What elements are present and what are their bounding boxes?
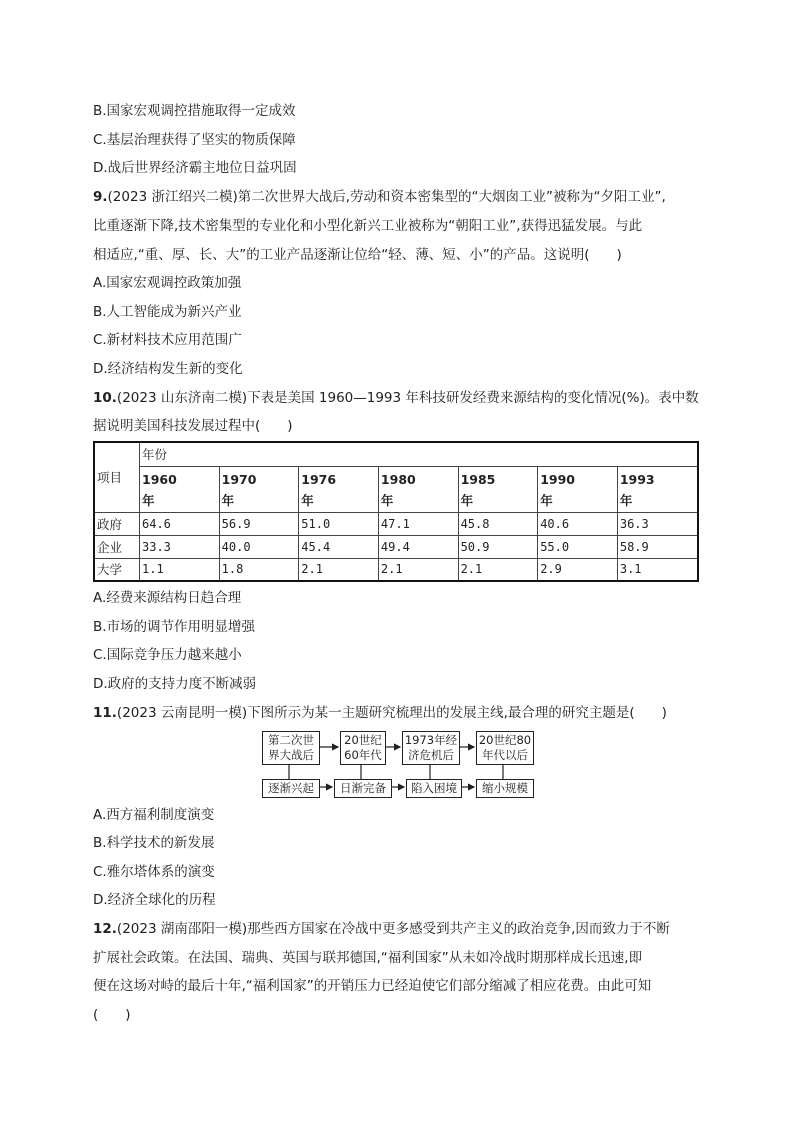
table-cell: 2.1 [299, 558, 379, 581]
year-cell: 1993 年 [617, 466, 698, 512]
question-text: 那些西方国家在冷战中更多感受到共产主义的政治竞争,因而致力于不断 [247, 921, 670, 937]
development-flow-diagram [260, 730, 540, 800]
q9-option-a: A.国家宏观调控政策加强 [93, 275, 242, 291]
q12-stem-line-1 [93, 919, 670, 939]
q10-option-a: A.经费来源结构日趋合理 [93, 590, 242, 606]
year-cell: 1990 年 [538, 466, 618, 512]
flow-state-box: 缩小规模 [476, 779, 534, 798]
q9-stem-line-3: 相适应,“重、厚、长、大”的工业产品逐渐让位给“轻、薄、短、小”的产品。这说明( ) [93, 247, 622, 263]
table-cell: 45.4 [299, 535, 379, 558]
q9-option-b: B.人工智能成为新兴产业 [93, 304, 242, 320]
question-source: (2023 云南昆明一模) [116, 705, 248, 721]
question-text: 下图所示为某一主题研究梳理出的发展主线,最合理的研究主题是( ) [247, 705, 667, 721]
flow-stage-box: 20世纪80 年代以后 [476, 731, 534, 765]
q11-stem-line-1 [93, 703, 667, 723]
table-cell: 2.9 [538, 558, 618, 581]
table-cell: 3.1 [617, 558, 698, 581]
table-cell: 2.1 [378, 558, 458, 581]
table-cell: 40.6 [538, 512, 618, 535]
table-year-header: 年份 [140, 442, 699, 466]
year-cell: 1960 年 [140, 466, 220, 512]
year-cell: 1970 年 [219, 466, 299, 512]
q11-option-c: C.雅尔塔体系的演变 [93, 864, 215, 880]
question-source: (2023 山东济南二模) [116, 390, 248, 406]
table-cell: 49.4 [378, 535, 458, 558]
row-label: 企业 [94, 535, 140, 558]
question-text: 下表是美国 1960—1993 年科技研发经费来源结构的变化情况(%)。表中数 [247, 390, 699, 406]
flow-state-box: 逐渐兴起 [262, 779, 320, 798]
table-cell: 36.3 [617, 512, 698, 535]
row-label: 大学 [94, 558, 140, 581]
question-source: (2023 湖南邵阳一模) [116, 921, 248, 937]
q8-option-d: D.战后世界经济霸主地位日益巩固 [93, 160, 297, 176]
q11-option-a: A.西方福利制度演变 [93, 807, 215, 823]
question-number: 11. [93, 705, 117, 721]
table-cell: 56.9 [219, 512, 299, 535]
table-cell: 45.8 [458, 512, 538, 535]
question-number: 12. [93, 921, 117, 937]
table-cell: 40.0 [219, 535, 299, 558]
year-cell: 1976 年 [299, 466, 379, 512]
q10-option-d: D.政府的支持力度不断减弱 [93, 676, 257, 692]
q11-option-d: D.经济全球化的历程 [93, 892, 216, 908]
table-cell: 55.0 [538, 535, 618, 558]
q8-option-b: B.国家宏观调控措施取得一定成效 [93, 103, 296, 119]
flow-stage-box: 1973年经 济危机后 [402, 731, 460, 765]
question-number: 10. [93, 390, 117, 406]
flow-state-box: 陷入困境 [406, 779, 462, 798]
q9-option-c: C.新材料技术应用范围广 [93, 332, 242, 348]
flow-stage-box: 20世纪 60年代 [340, 731, 386, 765]
table-row-header: 项目 [94, 442, 140, 512]
q11-option-b: B.科学技术的新发展 [93, 835, 215, 851]
question-text: 第二次世界大战后,劳动和资本密集型的“大烟囱工业”被称为“夕阳工业”, [237, 189, 666, 205]
table-cell: 33.3 [140, 535, 220, 558]
q9-stem-line-2: 比重逐渐下降,技术密集型的专业化和小型化新兴工业被称为“朝阳工业”,获得迅猛发展。与此 [93, 218, 643, 234]
table-cell: 64.6 [140, 512, 220, 535]
q10-stem-line-1 [93, 388, 699, 408]
q10-stem-line-2: 据说明美国科技发展过程中( ) [93, 418, 293, 434]
question-number: 9. [93, 189, 108, 205]
table-cell: 1.1 [140, 558, 220, 581]
q10-option-c: C.国际竞争压力越来越小 [93, 647, 242, 663]
table-row [94, 558, 698, 581]
table-row [94, 512, 698, 535]
flow-state-box: 日渐完备 [334, 779, 392, 798]
year-cell: 1985 年 [458, 466, 538, 512]
table-cell: 58.9 [617, 535, 698, 558]
q12-stem-line-2: 扩展社会政策。在法国、瑞典、英国与联邦德国,“福利国家”从未如冷战时期那样成长迅速,即 [93, 950, 643, 966]
q8-option-c: C.基层治理获得了坚实的物质保障 [93, 132, 296, 148]
table-cell: 51.0 [299, 512, 379, 535]
table-cell: 2.1 [458, 558, 538, 581]
flow-stage-box: 第二次世 界大战后 [262, 731, 320, 765]
table-cell: 1.8 [219, 558, 299, 581]
q9-stem-line-1 [93, 187, 666, 207]
q10-option-b: B.市场的调节作用明显增强 [93, 619, 256, 635]
table-cell: 47.1 [378, 512, 458, 535]
q12-stem-line-3: 便在这场对峙的最后十年,“福利国家”的开销压力已经迫使它们部分缩减了相应花费。由此可知 [93, 978, 652, 994]
question-source: (2023 浙江绍兴二模) [107, 189, 238, 205]
year-cell: 1980 年 [378, 466, 458, 512]
row-label: 政府 [94, 512, 140, 535]
table-cell: 50.9 [458, 535, 538, 558]
q12-stem-line-4: ( ) [93, 1007, 131, 1023]
rd-funding-table [93, 441, 699, 582]
table-row [94, 535, 698, 558]
q9-option-d: D.经济结构发生新的变化 [93, 361, 243, 377]
